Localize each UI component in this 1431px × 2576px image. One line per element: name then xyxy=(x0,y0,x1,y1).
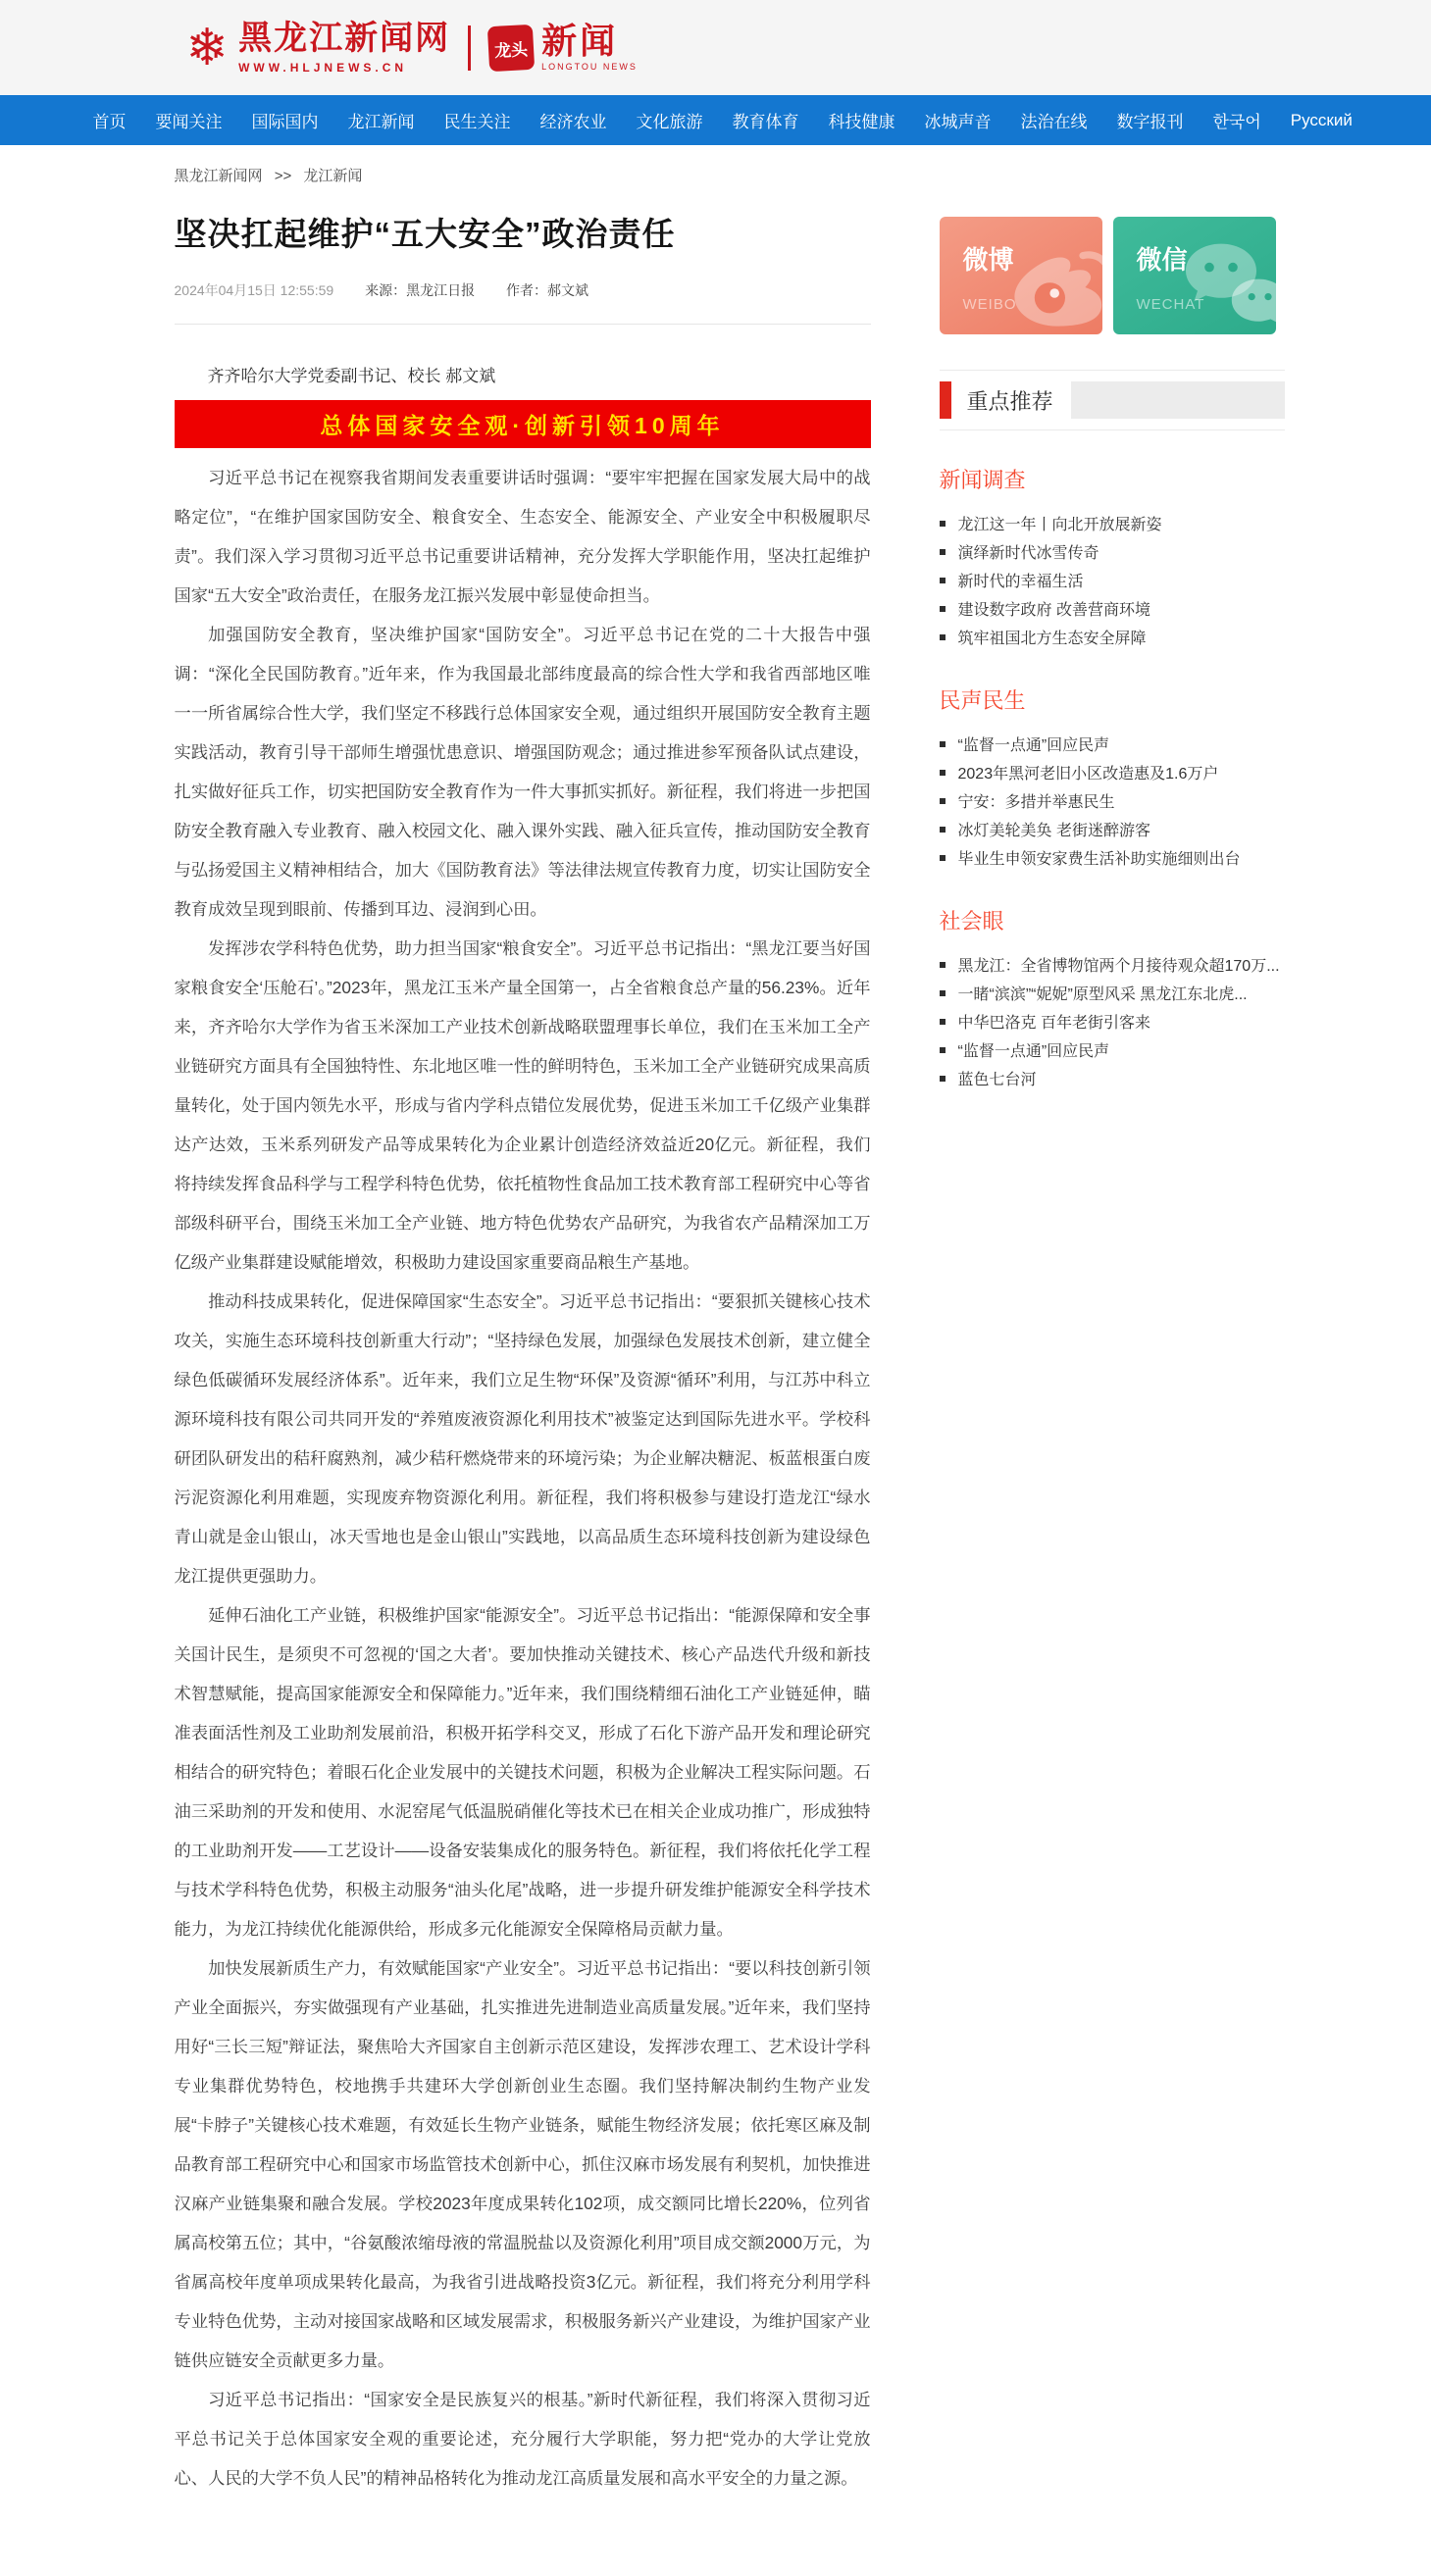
nav-item[interactable]: 龙江新闻 xyxy=(347,113,415,131)
nav-item[interactable]: 首页 xyxy=(92,113,127,131)
sidebar-link-text: 黑龙江：全省博物馆两个月接待观众超170万... xyxy=(957,958,1280,975)
sidebar-link[interactable] xyxy=(940,623,1285,651)
article-paragraph: 习近平总书记指出：“国家安全是民族复兴的根基。”新时代新征程，我们将深入贯彻习近平总书记关于总体国家安全观的重要论述，充分履行大学职能，努力把“党办的大学让党放心、人民的大学不负人民”的精神品格转化为推动龙江高质量发展和高水平安全的力量之源。 xyxy=(174,2390,871,2488)
article-paragraph: 延伸石油化工产业链，积极维护国家“能源安全”。习近平总书记指出：“能源保障和安全事关国计民生，是须臾不可忽视的‘国之大者’。要加快推动关键技术、核心产品迭代升级和新技术智慧赋能，提高国家能源安全和保障能力。”近年来，我们围绕精细石油化工产业链延伸，瞄准表面活性剂及工业助剂发展前沿，积极开拓学科交叉，形成了石化下游产品开发和理论研究相结合的研究特色；着眼石化企业发展中的关键技术问题，积极为企业解决工程实际问题。石油三采助剂的开发和使用、水泥窑尾气低温脱硝催化等技术已在相关企业成功推广，形成独特的工业助剂开发——工艺设计——设备安装集成化的服务特色。新征程，我们将依托化学工程与技术学科特色优势，积极主动服务“油头化尾”战略，进一步提升研发维护能源安全科学技术能力，为龙江持续优化能源供给，形成多元化能源安全保障格局贡献力量。 xyxy=(174,1605,871,1939)
sidebar-link-text: 一睹“滨滨”“妮妮”原型风采 黑龙江东北虎... xyxy=(957,986,1248,1003)
article-paragraph: 加快发展新质生产力，有效赋能国家“产业安全”。习近平总书记指出：“要以科技创新引领产业全面振兴，夯实做强现有产业基础，扎实推进先进制造业高质量发展。”近年来，我们坚持用好“三长三短”辩证法，聚焦哈大齐国家自主创新示范区建设，发挥涉农理工、艺术设计学科专业集群优势特色，校地携手共建环大学创新创业生态圈。我们坚持解决制约生物产业发展“卡脖子”关键核心技术难题，有效延长生物产业链条，赋能生物经济发展；依托寒区麻及制品教育部工程研究中心和国家市场监管技术创新中心，抓住汉麻市场发展有利契机，加快推进汉麻产业链集聚和融合发展。学校2023年度成果转化102项，成交额同比增长220%，位列省属高校第五位；其中，“谷氨酸浓缩母液的常温脱盐以及资源化利用”项目成交额2000万元，为省属高校年度单项成果转化最高，为我省引进战略投资3亿元。新征程，我们将充分利用学科专业特色优势，主动对接国家战略和区域发展需求，积极服务新兴产业建设，为维护国家产业链供应链安全贡献更多力量。 xyxy=(174,1958,871,2370)
nav-item[interactable]: 数字报刊 xyxy=(1116,113,1184,131)
square-bullet-icon xyxy=(940,549,945,555)
weibo-share-button[interactable] xyxy=(940,217,1102,334)
sidebar-link[interactable] xyxy=(940,815,1285,843)
square-bullet-icon xyxy=(940,962,945,968)
stamp-text: 龙头 xyxy=(493,39,529,60)
square-bullet-icon xyxy=(940,827,945,833)
nav-item[interactable]: 冰城声音 xyxy=(924,113,992,131)
recommend-title: 重点推荐 xyxy=(966,388,1053,414)
square-bullet-icon xyxy=(940,990,945,996)
sidebar-link-text: 筑牢祖国北方生态安全屏障 xyxy=(957,631,1147,647)
square-bullet-icon xyxy=(940,770,945,776)
square-bullet-icon xyxy=(940,634,945,640)
site-logo[interactable] xyxy=(238,21,450,74)
article-paragraph: 推动科技成果转化，促进保障国家“生态安全”。习近平总书记指出：“要狠抓关键核心技术攻关，实施生态环境科技创新重大行动”；“坚持绿色发展，加强绿色发展技术创新，建立健全绿色低碳循环发展经济体系”。近年来，我们立足生物“环保”及资源“循环”利用，与江苏中科立源环境科技有限公司共同开发的“养殖废液资源化利用技术”被鉴定达到国际先进水平。学校科研团队研发出的秸秆腐熟剂，减少秸秆燃烧带来的环境污染；为企业解决糖泥、板蓝根蛋白废污泥资源化利用难题，实现废弃物资源化利用。新征程，我们将积极参与建设打造龙江“绿水青山就是金山银山，冰天雪地也是金山银山”实践地，以高品质生态环境科技创新为建设绿色龙江提供更强助力。 xyxy=(174,1291,871,1586)
square-bullet-icon xyxy=(940,1019,945,1025)
sidebar-link-text: 蓝色七台河 xyxy=(957,1072,1037,1088)
sidebar-link-text: 演绎新时代冰雪传奇 xyxy=(957,545,1099,562)
longtou-stamp-icon xyxy=(487,24,535,71)
square-bullet-icon xyxy=(940,798,945,804)
campaign-banner: 总体国家安全观·创新引领10周年 xyxy=(175,400,871,448)
article-paragraph: 发挥涉农学科特色优势，助力担当国家“粮食安全”。习近平总书记指出：“黑龙江要当好国家粮食安全‘压舱石’。”2023年，黑龙江玉米产量全国第一，占全省粮食总产量的56.23%。近年来，齐齐哈尔大学作为省玉米深加工产业技术创新战略联盟理事长单位，我们在玉米加工全产业链研究方面具有全国独特性、东北地区唯一性的鲜明特色，玉米加工全产业链研究成果高质量转化，处于国内领先水平，形成与省内学科点错位发展优势，促进玉米加工千亿级产业集群达产达效，玉米系列研发产品等成果转化为企业累计创造经济效益近20亿元。新征程，我们将持续发挥食品科学与工程学科特色优势，依托植物性食品加工技术教育部工程研究中心等省部级科研平台，围绕玉米加工全产业链、地方特色优势农产品研究，为我省农产品精深加工万亿级产业集群建设赋能增效，积极助力建设国家重要商品粮生产基地。 xyxy=(174,938,871,1272)
square-bullet-icon xyxy=(940,1047,945,1053)
logo-divider xyxy=(468,25,471,71)
article-author: 作者：郝文斌 xyxy=(505,282,588,298)
sidebar-section xyxy=(940,464,1285,651)
nav-item[interactable]: 要闻关注 xyxy=(155,113,223,131)
site-url: WWW.HLJNEWS.CN xyxy=(238,60,408,75)
sidebar-link-text: 毕业生申领安家费生活补助实施细则出台 xyxy=(957,851,1241,868)
sidebar-link-text: 建设数字政府 改善营商环境 xyxy=(957,602,1150,619)
sidebar-link-text: 冰灯美轮美奂 老街迷醉游客 xyxy=(957,823,1150,839)
wechat-sublabel: WECHAT xyxy=(1136,296,1205,313)
sidebar-link[interactable] xyxy=(940,758,1285,786)
article-date: 2024年04月15日 12:55:59 xyxy=(174,282,334,298)
article-source: 来源：黑龙江日报 xyxy=(365,282,476,298)
breadcrumb-home-link[interactable]: 黑龙江新闻网 xyxy=(174,168,263,184)
nav-item[interactable]: 科技健康 xyxy=(828,113,895,131)
site-header xyxy=(0,0,1431,95)
square-bullet-icon xyxy=(940,1076,945,1082)
sidebar-link[interactable] xyxy=(940,509,1285,537)
article-main xyxy=(147,185,871,2498)
nav-item[interactable]: 한국어 xyxy=(1212,113,1261,131)
main-nav xyxy=(0,95,1431,145)
sidebar-link-text: 宁安：多措并举惠民生 xyxy=(957,794,1115,811)
nav-item[interactable]: 民生关注 xyxy=(443,113,511,131)
brand2-name: 新闻 xyxy=(541,21,619,61)
sidebar-link[interactable] xyxy=(940,537,1285,566)
sidebar-link-list xyxy=(940,509,1285,651)
nav-item[interactable]: 文化旅游 xyxy=(636,113,703,131)
longtou-news-logo[interactable] xyxy=(541,21,638,72)
sidebar-link-list xyxy=(940,730,1285,872)
page-title: 坚决扛起维护“五大安全”政治责任 xyxy=(174,216,676,252)
sidebar-link[interactable] xyxy=(940,1064,1285,1092)
sidebar-link-text: 中华巴洛克 百年老街引客来 xyxy=(957,1015,1150,1032)
article-dateline xyxy=(175,280,871,300)
sidebar-sections xyxy=(940,464,1285,1092)
sidebar-link-text: 2023年黑河老旧小区改造惠及1.6万户 xyxy=(957,766,1219,783)
sidebar-link[interactable] xyxy=(940,730,1285,758)
sidebar-link[interactable] xyxy=(940,566,1285,594)
square-bullet-icon xyxy=(940,578,945,583)
sidebar-link-text: “监督一点通”回应民声 xyxy=(957,1043,1110,1060)
snowflake-logo-icon: ❄ xyxy=(185,19,230,76)
sidebar-link[interactable] xyxy=(940,1035,1285,1064)
sidebar-link[interactable] xyxy=(940,786,1285,815)
article-body xyxy=(175,458,871,2498)
weibo-sublabel: WEIBO xyxy=(962,296,1017,313)
sidebar-section-title[interactable]: 新闻调查 xyxy=(939,468,1026,492)
breadcrumb-channel-link[interactable]: 龙江新闻 xyxy=(303,168,363,184)
article-paragraph: 习近平总书记在视察我省期间发表重要讲话时强调：“要牢牢把握在国家发展大局中的战略定位”，“在维护国家国防安全、粮食安全、生态安全、能源安全、产业安全中积极履职尽责”。我们深入学习贯彻习近平总书记重要讲话精神，充分发挥大学职能作用，坚决扛起维护国家“五大安全”政治责任，在服务龙江振兴发展中彰显使命担当。 xyxy=(174,468,871,605)
recommend-red-bar-icon xyxy=(940,381,951,419)
weibo-label: 微博 xyxy=(962,245,1014,275)
wechat-share-button[interactable] xyxy=(1113,217,1276,334)
sidebar-section-title[interactable]: 民声民生 xyxy=(939,688,1026,713)
sidebar xyxy=(940,185,1285,1092)
nav-item[interactable]: 教育体育 xyxy=(732,113,799,131)
square-bullet-icon xyxy=(940,606,945,612)
sidebar-section xyxy=(940,684,1285,872)
sidebar-section xyxy=(940,905,1285,1092)
sidebar-link-list xyxy=(940,950,1285,1092)
sidebar-link[interactable] xyxy=(940,843,1285,872)
nav-item[interactable]: 国际国内 xyxy=(251,113,319,131)
article-paragraph: 加强国防安全教育，坚决维护国家“国防安全”。习近平总书记在党的二十大报告中强调：“深化全民国防教育。”近年来，作为我国最北部纬度最高的综合性大学和我省西部地区唯一一所省属综合性大学，我们坚定不移践行总体国家安全观，通过组织开展国防安全教育主题实践活动，教育引导干部师生增强忧患意识、增强国防观念；通过推进参军预备队试点建设，扎实做好征兵工作，切实把国防安全教育作为一件大事抓实抓好。新征程，我们将进一步把国防安全教育融入专业教育、融入校园文化、融入课外实践、融入征兵宣传，推动国防安全教育与弘扬爱国主义精神相结合，加大《国防教育法》等法律法规宣传教育力度，切实让国防安全教育成效呈现到眼前、传播到耳边、浸润到心田。 xyxy=(174,625,871,919)
site-name: 黑龙江新闻网 xyxy=(238,20,451,58)
dateline-divider xyxy=(175,324,871,325)
square-bullet-icon xyxy=(940,741,945,747)
sidebar-link[interactable] xyxy=(940,594,1285,623)
breadcrumb xyxy=(147,165,1285,185)
square-bullet-icon xyxy=(940,521,945,527)
nav-item[interactable]: Русский xyxy=(1290,110,1353,129)
recommend-header xyxy=(940,370,1285,430)
sidebar-link-text: “监督一点通”回应民声 xyxy=(957,737,1110,754)
article-byline: 齐齐哈尔大学党委副书记、校长 郝文斌 xyxy=(207,367,496,385)
sidebar-link-text: 新时代的幸福生活 xyxy=(957,574,1084,590)
nav-items xyxy=(92,95,1353,145)
nav-item[interactable]: 经济农业 xyxy=(539,113,607,131)
brand2-subtitle: LONGTOU NEWS xyxy=(541,62,638,72)
wechat-label: 微信 xyxy=(1136,245,1188,275)
square-bullet-icon xyxy=(940,855,945,861)
sidebar-link[interactable] xyxy=(940,950,1285,979)
breadcrumb-separator: >> xyxy=(274,168,292,184)
sidebar-link[interactable] xyxy=(940,979,1285,1007)
sidebar-section-title[interactable]: 社会眼 xyxy=(939,909,1004,934)
recommend-strip xyxy=(1071,381,1285,419)
share-row xyxy=(940,217,1285,334)
sidebar-link-text: 龙江这一年丨向北开放展新姿 xyxy=(957,517,1162,533)
sidebar-link[interactable] xyxy=(940,1007,1285,1035)
nav-item[interactable]: 法治在线 xyxy=(1020,113,1088,131)
